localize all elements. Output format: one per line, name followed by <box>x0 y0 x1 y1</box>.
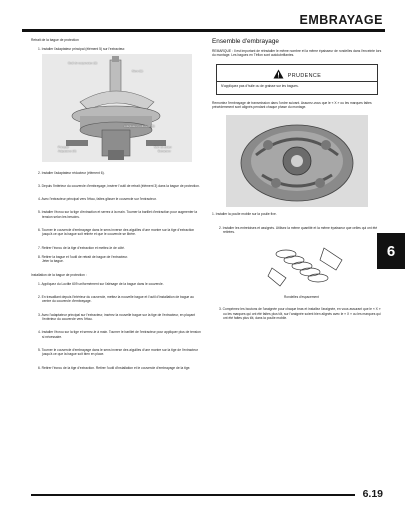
clutch-photo <box>226 115 368 207</box>
install-heading: Installation de la bague de protection : <box>31 272 87 277</box>
install-step-5: 5. Tourner le couvercle d'embrayage dans le sens inverse des aiguilles d'une montre sur la tige de l'extracteur jusqu'à ce que la bague soit bien en place. <box>38 347 198 357</box>
removal-step-6: 6. Tourner le couvercle d'embrayage dans le sens inverse des aiguilles d'une montre sur la tige d'extraction jusqu'à ce que la bague soit retirée et que le couvercle se libère. <box>38 228 195 237</box>
removal-step-3: 3. Depuis l'intérieur du couvercle d'embrayage, insérer l'outil de retrait (élément 3) dans la bague de protection. <box>38 183 200 188</box>
remarque-text: REMARQUE : Il est important de réinstaller le même nombre et la même épaisseur de rondelles dans l'enceinte lors du montage. Les bagues en Téflon sont autolubrifiantes. <box>212 49 382 58</box>
removal-step-7: 7. Retirer l'écrou de la tige d'extraction et mettez-le de côté. <box>38 245 125 250</box>
footer-rule <box>31 494 355 496</box>
caution-text: N'appliquez pas d'huile ou de graisse sur les bagues. <box>221 83 299 88</box>
spacer-diagram <box>262 240 352 302</box>
label-adaptateur-reducteur: Adaptateur réducteur (B) <box>124 123 155 128</box>
clutch-assembly-image <box>226 115 368 207</box>
removal-heading: Retrait de la bague de protection <box>31 38 79 42</box>
puller-photo <box>42 54 192 162</box>
removal-step-5: 5. Installer l'écrou sur la tige d'extraction et serrez à la main. Tourner la barillet d'extraction pour augmenter la tension selon les besoins. <box>38 210 198 219</box>
page-header-title: EMBRAYAGE <box>299 13 383 27</box>
install-step-1: 1. Appliquez du Loctite 609 uniformément sur l'alésage de la bague dans le couvercle. <box>38 281 164 286</box>
label-extracteur: Extracteur <box>158 148 171 153</box>
warning-icon <box>273 69 284 79</box>
section-title: Ensemble d'embrayage <box>212 38 279 45</box>
header-rule <box>22 29 385 32</box>
page-number: 6.19 <box>362 488 383 500</box>
install-step-3: 3. Avec l'adaptateur principal sur l'extracteur, insérez la nouvelle bague sur la tige de l'extracteur, en plaçant l'extérieur du couvercle vers l'étau. <box>38 312 196 322</box>
label-soin-piston: Soin du piston <box>154 144 172 149</box>
caution-box <box>216 64 378 95</box>
assembly-step-1: 1. Installer la poulie mobile sur la poulie fixe. <box>212 212 277 217</box>
removal-step-8: 8. Retirer la bague et l'outil de retrait de bague de l'extracteur. <box>38 254 128 259</box>
removal-step-8b: Jeter la bague. <box>42 259 64 264</box>
assembly-step-2: 2. Installer les entretoises et assignés. Utilisez la même quantité et la même épaisseur que celles qui ont été retirées. <box>219 225 378 235</box>
diagram-caption: Rondelles d'espacement <box>284 295 319 300</box>
caution-header <box>217 65 377 82</box>
right-column <box>212 38 382 320</box>
label-outil: Outil de suspension (C) <box>68 60 98 65</box>
caution-title: PRUDENCE <box>287 72 322 79</box>
removal-step-1: 1. Installer l'adaptateur principal (élément 5) sur l'extracteur. <box>38 47 126 52</box>
label-mors: Mors (C) <box>132 68 143 73</box>
label-adaptateur-a: Adaptateur (A) <box>58 148 77 153</box>
removal-step-2: 2. Installer l'adaptateur réducteur (élément 6). <box>38 170 105 175</box>
removal-step-4: 4. Avec l'extracteur principal vers l'étau, faites glisser le couvercle sur l'extracteur. <box>38 197 157 202</box>
assembly-step-3: 3. Comprimez les boutons de l'araignée pour chaque bras et installez l'araignée, en vous assurant que le « X » ou les marques qui ont été faites plus tôt, sur l'araignée soient bien alignés avec le « X » ou les marques qui ont été faites plus tôt, dans la poulie mobile. <box>219 307 381 320</box>
chapter-tab: 6 <box>377 233 405 269</box>
install-step-6: 6. Retirer l'écrou de la tige d'extraction. Retirer l'outil d'installation et le couvercle d'embrayage de la tige. <box>38 365 191 370</box>
label-principal: Principal <box>58 144 69 149</box>
assembly-paragraph: Remontez l'embrayage de transmission dans l'ordre suivant. Assurez-vous que le « X » ou les marques faites précédemment sont alignés pendant chaque phase du montage. <box>212 100 372 110</box>
install-step-4: 4. Installer l'écrou sur la tige et serrez-le à main. Tourner le barillet de l'extracteur pour appliquer plus de tension si nécessaire. <box>38 330 201 339</box>
spacer-washers-drawing <box>262 240 352 296</box>
left-column <box>31 38 203 370</box>
install-step-2: 2. En travaillant depuis l'intérieur du couvercle, mettez la nouvelle bague et l'outil d'installation de bague au centre du couvercle d'embrayage. <box>38 295 194 304</box>
